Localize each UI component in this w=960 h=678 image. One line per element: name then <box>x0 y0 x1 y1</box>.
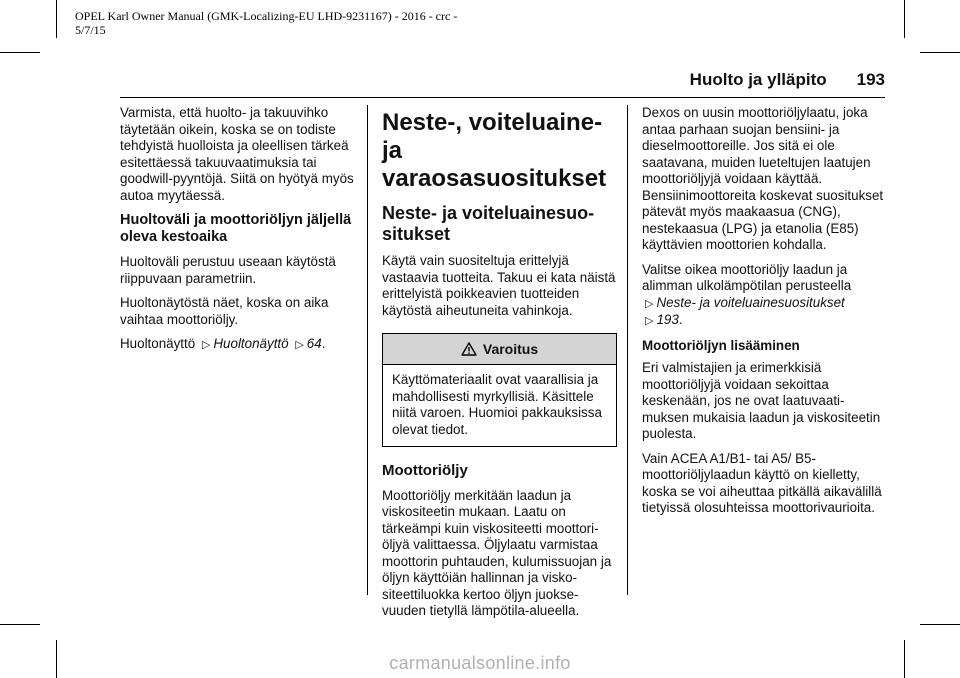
paragraph: Huoltonäytöstä näet, koska on aika vaihtaa moottoriöljy. <box>120 295 329 327</box>
crop-mark <box>0 624 40 625</box>
reference-page[interactable]: 64 <box>306 336 322 351</box>
reference-link[interactable]: Huoltonäyttö <box>213 336 289 351</box>
paragraph: Vain ACEA A1/B1- tai A5/ B5-moottoriöljylaadun käyttö on kielletty, koska se voi aiheuttaa pitkällä aikavälillä tietyissä olosuhteissa moottorivaurioita. <box>642 450 882 515</box>
warning-triangle-icon <box>461 342 477 356</box>
service-interval-heading: Huoltoväli ja moottoriöljyn jäljellä oleva kestoaika <box>120 212 352 245</box>
paragraph: Eri valmistajien ja erimerkkisiä moottoriöljyjä voidaan sekoittaa keskenään, jos ne ovat laatuvaatimuksen mukaisia laadun ja viskositeetin puolesta. <box>642 360 881 441</box>
crop-mark <box>904 0 905 38</box>
adding-oil-heading: Moottoriöljyn lisääminen <box>642 337 800 353</box>
crop-mark <box>920 624 960 625</box>
crop-mark <box>920 52 960 53</box>
page-arrow-icon: ▷ <box>645 315 654 327</box>
cross-reference-paragraph: Valitse oikea moottoriöljy laadun ja alimman ulkolämpötilan perusteella ▷ Neste- ja voiteluainesuositukset ▷ 193. <box>642 261 852 327</box>
warning-header <box>383 334 616 365</box>
section-title: Huolto ja ylläpito <box>689 70 827 89</box>
reference-link[interactable]: Neste- ja voiteluainesuositukset <box>656 294 845 310</box>
column-1 <box>120 105 355 362</box>
watermark: carmanualsonline.info <box>389 653 571 673</box>
meta-line-1: OPEL Karl Owner Manual (GMK-Localizing-EU LHD-9231167) - 2016 - crc - <box>75 9 458 23</box>
reference-arrow-icon: ▷ <box>645 297 654 310</box>
warning-title: Varoitus <box>482 340 539 357</box>
column-2 <box>382 105 617 628</box>
meta-line-2: 5/7/15 <box>75 23 106 37</box>
paragraph: Käytä vain suositeltuja erittelyjä vastaavia tuotteita. Takuu ei kata näistä erittelyistä poikkeavien tuotteiden käytöstä aiheutuneita vahinkoja. <box>382 253 616 318</box>
intro-paragraph: Varmista, että huolto- ja takuuvihko täytetään oikein, koska se on todiste tehdyistä huolloista ja oleellisen tärkeä esitettäessä takuuvaatimuksia tai goodwill-pyyntöjä. Siitä on hyötyä myös autoa myytäessä. <box>120 105 354 203</box>
reference-page[interactable]: 193 <box>656 312 679 327</box>
header-rule <box>120 97 885 98</box>
paragraph: Huoltoväli perustuu useaan käytöstä riippuvaan parametriin. <box>120 254 336 286</box>
reference-arrow-icon: ▷ <box>201 339 211 351</box>
section-subtitle: Neste- ja voiteluainesuositukset <box>382 203 595 244</box>
paragraph: Dexos on uusin moottoriöljylaatu, joka antaa parhaan suojan bensiini- ja dieselmoottoreille. Jos sitä ei ole saatavana, muiden lueteltujen laatujen moottoriöljyjä voidaan käyttää. Bensiinimoottoreita koskevat suositukset pätevät myös maakaasua (CNG), nestekaasua (LPG) ja etanolia (E85) käyttävien moottorien kohdalla. <box>642 105 884 252</box>
running-header <box>690 70 885 90</box>
column-divider <box>627 105 628 595</box>
column-divider <box>367 105 368 595</box>
crop-mark <box>56 0 57 38</box>
engine-oil-heading: Moottoriöljy <box>382 462 468 479</box>
page-number: 193 <box>856 70 885 89</box>
cross-reference: Huoltonäyttö ▷ Huoltonäyttö ▷ 64. <box>120 336 326 351</box>
chapter-title: Neste-, voiteluaine- ja varaosasuositukset <box>382 109 607 192</box>
page-arrow-icon: ▷ <box>295 339 304 351</box>
paragraph: Moottoriöljy merkitään laadun ja viskositeetin mukaan. Laatu on tärkeämpi kuin viskositeetti moottoriöljyä valittaessa. Öljylaatu varmistaa moottorin puhtauden, kulumissuojan ja öljyn käyttöiän hallinnan ja viskositeettiluokka kertoo öljyn juoksevuuden tietyllä lämpötila-alueella. <box>382 487 612 618</box>
document-meta <box>75 9 457 37</box>
warning-text: Käyttömateriaalit ovat vaarallisia ja mahdollisesti myrkyllisiä. Käsittele niitä varoen. Huomioi pakkauksissa olevat tiedot. <box>392 372 602 437</box>
crop-mark <box>0 52 40 53</box>
warning-box <box>382 333 617 447</box>
column-3 <box>642 105 885 525</box>
